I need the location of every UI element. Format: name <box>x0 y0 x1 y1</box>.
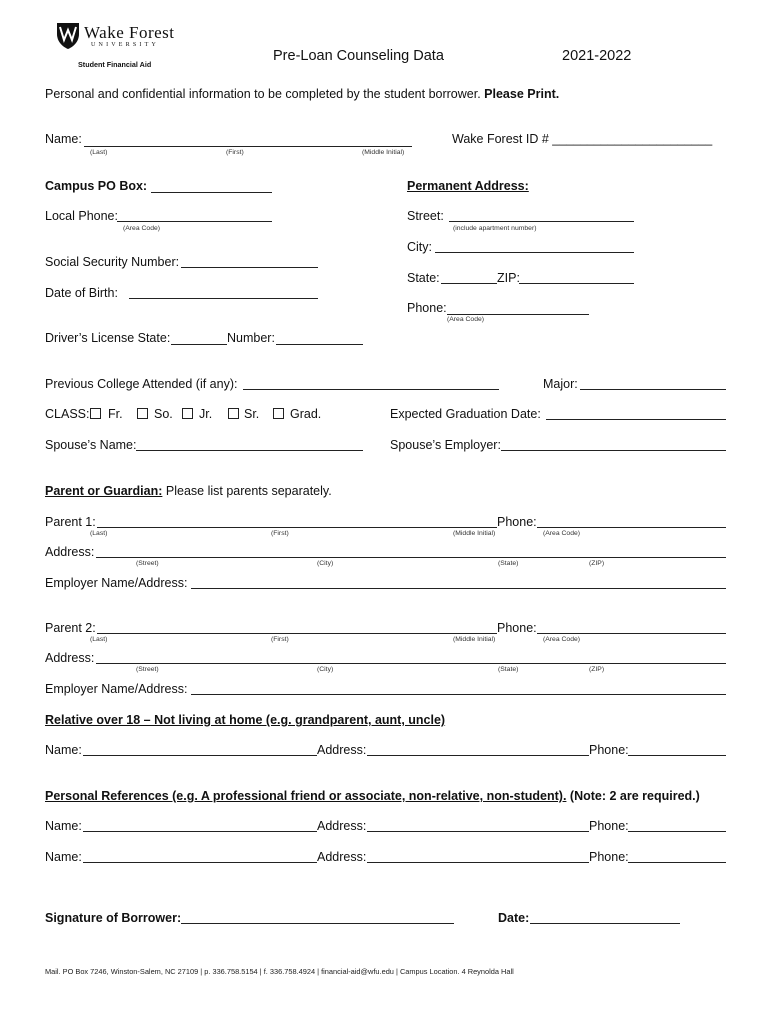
references-note: (Note: 2 are required.) <box>569 789 700 803</box>
campus-po-label: Campus PO Box: <box>45 179 148 193</box>
parent2-area-hint: (Area Code) <box>543 636 581 643</box>
class-fr-label: Fr. <box>108 407 123 421</box>
relative-address-label: Address: <box>317 743 367 757</box>
reference2-phone-field[interactable] <box>628 862 726 863</box>
parent2-zip-hint: (ZIP) <box>589 666 605 673</box>
reference2-name-label: Name: <box>45 850 82 864</box>
street-label: Street: <box>407 209 444 223</box>
parent1-last-hint: (Last) <box>90 530 108 537</box>
parents-heading-label: Parent or Guardian: <box>45 484 163 498</box>
student-name-field[interactable] <box>84 146 412 147</box>
parent1-middle-hint: (Middle Initial) <box>453 530 496 537</box>
relative-name-field[interactable] <box>83 755 317 756</box>
parents-heading-note: Please list parents separately. <box>165 484 332 498</box>
dl-state-label: Driver’s License State: <box>45 331 171 345</box>
intro-sentence: Personal and confidential information to be completed by the student borrower. <box>45 87 481 101</box>
city-field[interactable] <box>435 252 634 253</box>
parent2-city-hint: (City) <box>317 666 334 673</box>
prev-college-field[interactable] <box>243 389 499 390</box>
city-label: City: <box>407 240 432 254</box>
parent1-zip-hint: (ZIP) <box>589 560 605 567</box>
parent1-phone-label: Phone: <box>497 515 537 529</box>
name-first-hint: (First) <box>226 149 244 156</box>
dl-number-label: Number: <box>227 331 275 345</box>
parent2-last-hint: (Last) <box>90 636 108 643</box>
relative-address-field[interactable] <box>367 755 589 756</box>
reference2-address-label: Address: <box>317 850 367 864</box>
parent1-address-label: Address: <box>45 545 95 559</box>
class-sr-checkbox[interactable] <box>228 408 239 419</box>
campus-po-field[interactable] <box>151 192 272 193</box>
grad-date-field[interactable] <box>546 419 726 420</box>
reference1-name-field[interactable] <box>83 831 317 832</box>
local-phone-area-hint: (Area Code) <box>123 225 161 232</box>
permanent-phone-area-hint: (Area Code) <box>447 316 485 323</box>
form-title: Pre-Loan Counseling Data <box>273 48 444 64</box>
parent1-first-hint: (First) <box>271 530 289 537</box>
spouse-employer-field[interactable] <box>501 450 726 451</box>
parent1-street-hint: (Street) <box>136 560 159 567</box>
reference1-address-field[interactable] <box>367 831 589 832</box>
relative-phone-field[interactable] <box>628 755 726 756</box>
logo-name: Wake Forest <box>84 23 175 42</box>
spouse-name-label: Spouse’s Name: <box>45 438 137 452</box>
reference1-phone-field[interactable] <box>628 831 726 832</box>
parent1-phone-field[interactable] <box>537 527 726 528</box>
relative-phone-label: Phone: <box>589 743 629 757</box>
street-field[interactable] <box>449 221 634 222</box>
permanent-address-heading: Permanent Address: <box>407 179 529 193</box>
parent1-employer-label: Employer Name/Address: <box>45 576 188 590</box>
form-year: 2021-2022 <box>562 48 632 64</box>
prev-college-label: Previous College Attended (if any): <box>45 377 238 391</box>
parent2-middle-hint: (Middle Initial) <box>453 636 496 643</box>
parent1-state-hint: (State) <box>498 560 519 567</box>
reference1-address-label: Address: <box>317 819 367 833</box>
ssn-label: Social Security Number: <box>45 255 180 269</box>
class-fr-checkbox[interactable] <box>90 408 101 419</box>
parent2-street-hint: (Street) <box>136 666 159 673</box>
signature-label: Signature of Borrower: <box>45 911 182 925</box>
grad-date-label: Expected Graduation Date: <box>390 407 541 421</box>
major-field[interactable] <box>580 389 726 390</box>
zip-field[interactable] <box>519 283 634 284</box>
zip-label: ZIP: <box>497 271 520 285</box>
parent2-first-hint: (First) <box>271 636 289 643</box>
spouse-employer-label: Spouse’s Employer: <box>390 438 501 452</box>
parent2-name-field[interactable] <box>97 633 497 634</box>
logo-sub: UNIVERSITY <box>91 42 159 48</box>
signature-field[interactable] <box>181 923 454 924</box>
ssn-field[interactable] <box>181 267 318 268</box>
reference1-phone-label: Phone: <box>589 819 629 833</box>
intro-text <box>45 87 559 101</box>
class-so-label: So. <box>154 407 173 421</box>
dob-field[interactable] <box>129 298 318 299</box>
relative-heading: Relative over 18 – Not living at home (e.g. grandparent, aunt, uncle) <box>45 713 446 727</box>
parent1-employer-field[interactable] <box>191 588 726 589</box>
parent2-employer-field[interactable] <box>191 694 726 695</box>
references-heading <box>45 789 700 803</box>
class-grad-label: Grad. <box>290 407 322 421</box>
wake-forest-id-field[interactable]: Wake Forest ID # _______________________ <box>452 132 713 146</box>
permanent-phone-field[interactable] <box>447 314 589 315</box>
intro-emphasis: Please Print. <box>484 87 560 101</box>
parent2-state-hint: (State) <box>498 666 519 673</box>
name-label: Name: <box>45 132 82 146</box>
local-phone-field[interactable] <box>117 221 272 222</box>
spouse-name-field[interactable] <box>136 450 363 451</box>
parent1-name-field[interactable] <box>97 527 497 528</box>
reference2-address-field[interactable] <box>367 862 589 863</box>
reference1-name-label: Name: <box>45 819 82 833</box>
parent2-phone-label: Phone: <box>497 621 537 635</box>
footer-contact: Mail. PO Box 7246, Winston-Salem, NC 27109 | p. 336.758.5154 | f. 336.758.4924 | financial-aid@wfu.edu | Campus Location. 4 Reynolda Hall <box>45 967 514 976</box>
parent2-phone-field[interactable] <box>537 633 726 634</box>
parent2-address-label: Address: <box>45 651 95 665</box>
university-shield-logo-icon <box>56 22 80 55</box>
class-jr-label: Jr. <box>199 407 213 421</box>
department-name: Student Financial Aid <box>78 60 152 69</box>
dl-state-field[interactable] <box>171 344 227 345</box>
relative-name-label: Name: <box>45 743 82 757</box>
parent1-label: Parent 1: <box>45 515 96 529</box>
parent1-city-hint: (City) <box>317 560 334 567</box>
street-hint: (include apartment number) <box>453 225 537 232</box>
parent2-address-field[interactable] <box>96 663 726 664</box>
major-label: Major: <box>543 377 578 391</box>
class-so-checkbox[interactable] <box>137 408 148 419</box>
reference2-phone-label: Phone: <box>589 850 629 864</box>
dl-number-field[interactable] <box>276 344 363 345</box>
parent1-area-hint: (Area Code) <box>543 530 581 537</box>
name-middle-hint: (Middle Initial) <box>362 149 405 156</box>
permanent-phone-label: Phone: <box>407 301 447 315</box>
state-label: State: <box>407 271 440 285</box>
class-sr-label: Sr. <box>244 407 260 421</box>
name-last-hint: (Last) <box>90 149 108 156</box>
reference2-name-field[interactable] <box>83 862 317 863</box>
parent2-employer-label: Employer Name/Address: <box>45 682 188 696</box>
class-label: CLASS: <box>45 407 90 421</box>
class-grad-checkbox[interactable] <box>273 408 284 419</box>
class-jr-checkbox[interactable] <box>182 408 193 419</box>
date-label: Date: <box>498 911 530 925</box>
parent1-address-field[interactable] <box>96 557 726 558</box>
local-phone-label: Local Phone: <box>45 209 118 223</box>
references-heading-label: Personal References (e.g. A professional friend or associate, non-relative, non-student). <box>45 789 567 803</box>
date-field[interactable] <box>530 923 680 924</box>
dob-label: Date of Birth: <box>45 286 118 300</box>
state-field[interactable] <box>441 283 497 284</box>
parents-heading <box>45 484 332 498</box>
parent2-label: Parent 2: <box>45 621 96 635</box>
